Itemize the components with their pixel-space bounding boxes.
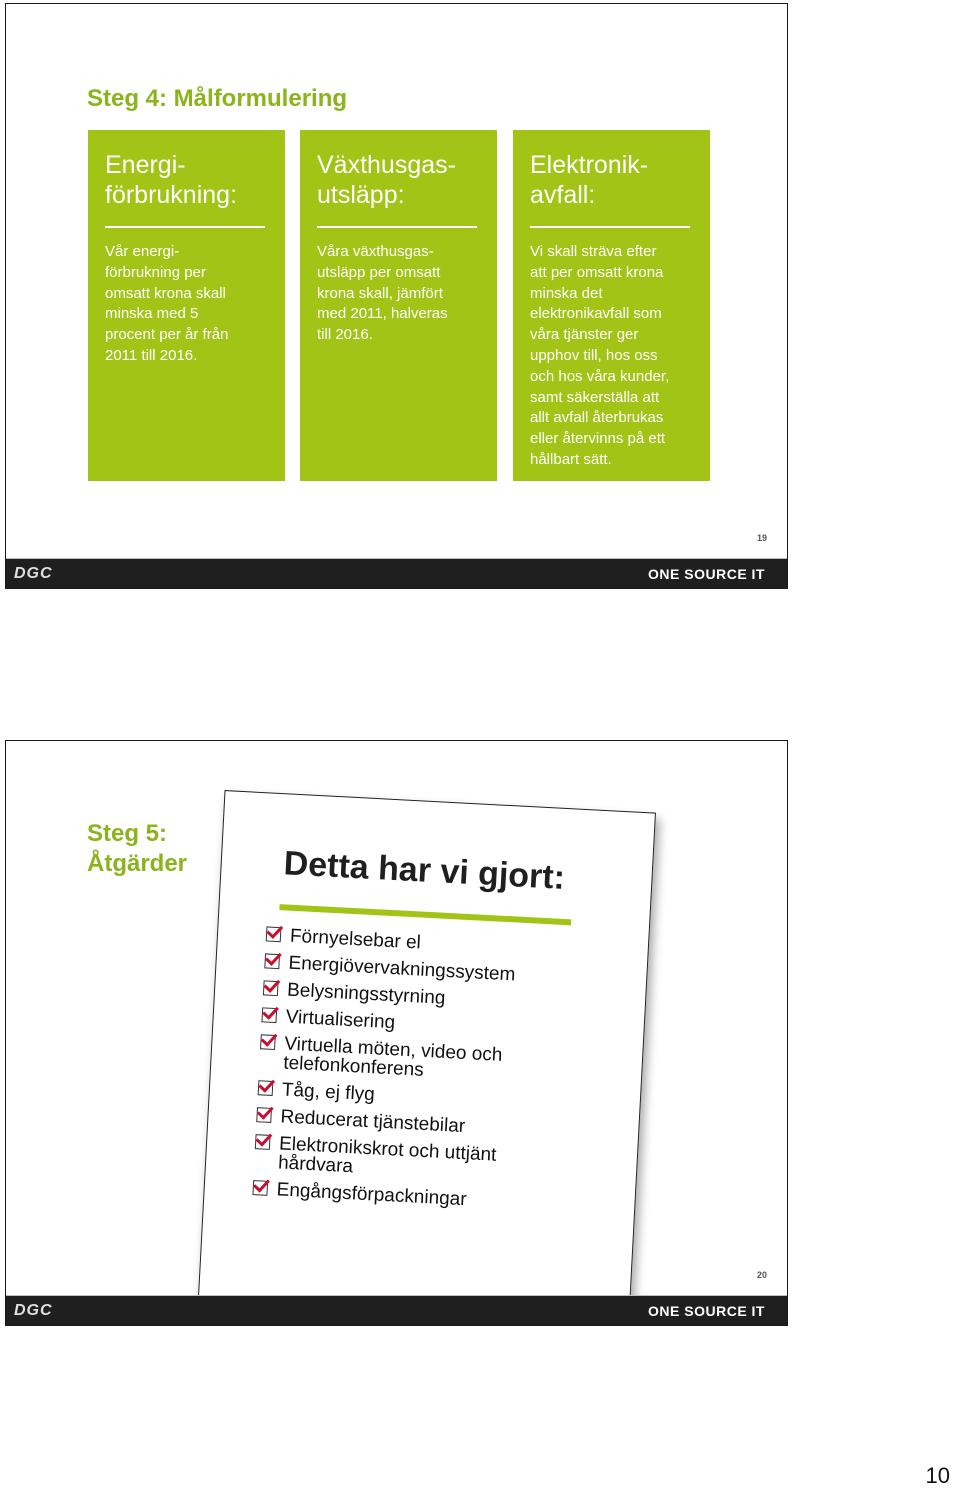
list-item: Virtualisering <box>261 1006 513 1038</box>
card-text: Vi skall sträva efter att per omsatt krona minska det elektronikavfall som våra tjänster ger upphov till, hos oss och hos våra kunder, samt säkerställa att allt avfall återbrukas eller återvinns på ett hållbart sätt. <box>530 243 670 468</box>
checkbox-check-icon <box>258 1080 274 1096</box>
card-text: Våra växthusgas- utsläpp per omsatt krona skall, jämfört med 2011, halveras till 2016. <box>317 243 448 344</box>
slide-footer <box>6 559 787 588</box>
one-source-it-logo: ONE SOURCE IT <box>648 1303 765 1319</box>
document-page-number: 10 <box>925 1463 950 1488</box>
checkbox-check-icon <box>264 953 280 969</box>
list-item: Reducerat tjänstebilar <box>256 1106 508 1138</box>
slide-title: Steg 5: Åtgärder <box>87 820 188 877</box>
card-heading: Energi- förbrukning: <box>105 151 238 209</box>
checkbox-check-icon <box>263 980 279 996</box>
card-divider <box>317 226 477 228</box>
checkbox-check-icon <box>266 926 282 942</box>
checkbox-check-icon <box>260 1034 276 1050</box>
list-item: Engångsförpackningar <box>252 1179 504 1211</box>
list-item: Elektronikskrot och uttjänt hårdvara <box>254 1133 507 1184</box>
card-text: Vår energi- förbrukning per omsatt krona skall minska med 5 procent per år från 2011 till 2016. <box>105 243 229 364</box>
checkbox-check-icon <box>255 1134 271 1150</box>
card-divider <box>530 226 690 228</box>
paper-heading: Detta har vi gjort: <box>282 844 566 897</box>
list-item: Belysningsstyrning <box>263 979 515 1011</box>
goal-card-e-waste <box>513 130 710 481</box>
goal-card-emissions <box>300 130 497 481</box>
checkbox-check-icon <box>261 1007 277 1023</box>
one-source-it-logo: ONE SOURCE IT <box>648 566 765 582</box>
checklist-paper <box>198 790 656 1319</box>
list-item: Virtuella möten, video och telefonkonferens <box>259 1033 512 1084</box>
slide-19 <box>5 3 788 589</box>
list-item: Energiövervakningssystem <box>264 952 516 984</box>
card-divider <box>105 226 265 228</box>
slide-page-number: 19 <box>756 533 767 543</box>
slide-20 <box>5 740 788 1326</box>
card-heading: Växthusgas- utsläpp: <box>317 151 456 209</box>
dgc-logo: DGC <box>14 565 53 582</box>
slide-page-number: 20 <box>756 1270 767 1280</box>
checkbox-check-icon <box>256 1107 272 1123</box>
slide-title: Steg 4: Målformulering <box>87 85 348 112</box>
list-item: Förnyelsebar el <box>266 925 518 957</box>
checkbox-check-icon <box>252 1180 268 1196</box>
card-heading: Elektronik- avfall: <box>530 151 649 209</box>
list-item: Tåg, ej flyg <box>257 1079 509 1111</box>
goal-card-energy <box>88 130 285 481</box>
action-list <box>252 925 517 1219</box>
heading-underline <box>279 904 571 925</box>
slide-footer <box>6 1296 787 1325</box>
dgc-logo: DGC <box>14 1302 53 1319</box>
